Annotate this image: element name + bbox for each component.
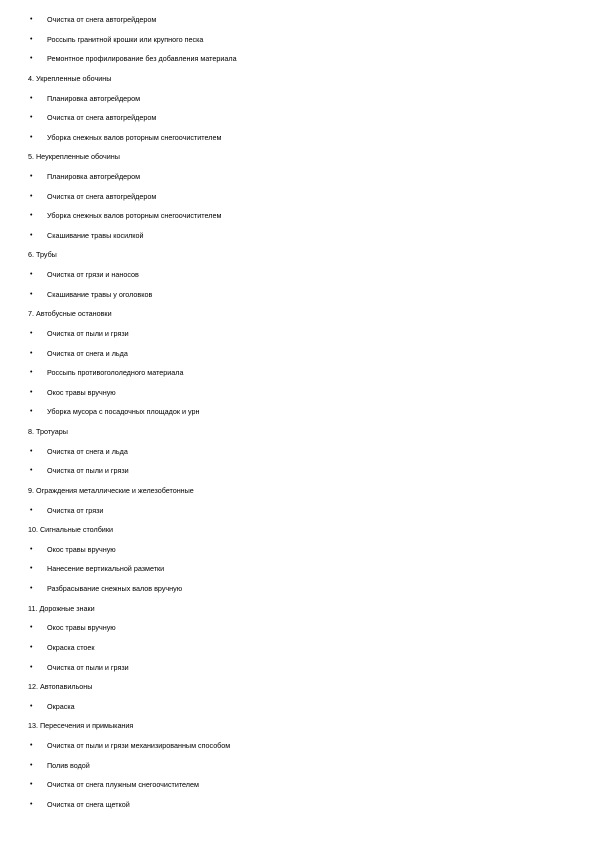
list-item-text: Очистка от снега щеткой: [47, 799, 130, 809]
bullet-icon: •: [30, 741, 33, 749]
bullet-icon: •: [30, 369, 33, 377]
bullet-icon: •: [30, 545, 33, 553]
list-item-text: Очистка от снега и льда: [47, 348, 128, 358]
bullet-icon: •: [30, 565, 33, 573]
list-item-text: Окраска: [47, 701, 75, 711]
bullet-icon: •: [30, 290, 33, 298]
list-item-text: Очистка от пыли и грязи: [47, 328, 129, 338]
bullet-icon: •: [30, 761, 33, 769]
bullet-icon: •: [30, 663, 33, 671]
bullet-icon: •: [30, 231, 33, 239]
bullet-icon: •: [30, 506, 33, 514]
bullet-icon: •: [30, 447, 33, 455]
bullet-icon: •: [30, 624, 33, 632]
bullet-icon: •: [30, 585, 33, 592]
list-item-text: Очистка от снега и льда: [47, 446, 128, 456]
list-item-text: Уборка мусора с посадочных площадок и урн: [47, 407, 200, 417]
bullet-icon: •: [30, 349, 33, 357]
section-heading: 9. Ограждения металлические и железобетонные: [28, 485, 194, 495]
bullet-icon: •: [30, 388, 33, 396]
list-item-text: Ремонтное профилирование без добавления материала: [47, 54, 237, 64]
section-heading: 13. Пересечения и примыкания: [28, 721, 134, 731]
list-item-text: Скашивание травы у оголовков: [47, 289, 153, 299]
list-item-text: Полив водой: [47, 760, 90, 770]
bullet-icon: •: [30, 94, 33, 102]
bullet-icon: •: [30, 16, 33, 23]
list-item-text: Окос травы вручную: [47, 387, 116, 397]
list-item-text: Очистка от пыли и грязи: [47, 466, 129, 476]
list-item-text: Уборка снежных валов роторным снегоочистителем: [47, 211, 222, 221]
section-heading: 6. Трубы: [28, 250, 57, 260]
bullet-icon: •: [30, 173, 33, 180]
bullet-icon: •: [30, 800, 33, 808]
list-item-text: Очистка от пыли и грязи: [47, 662, 129, 672]
bullet-icon: •: [30, 114, 33, 122]
bullet-icon: •: [30, 55, 33, 63]
bullet-icon: •: [30, 329, 33, 337]
list-item-text: Очистка от снега автогрейдером: [47, 15, 157, 24]
list-item-text: Окраска стоек: [47, 642, 95, 652]
section-heading: 11. Дорожные знаки: [28, 603, 95, 613]
list-item-text: Разбрасывание снежных валов вручную: [47, 584, 183, 593]
bullet-icon: •: [30, 133, 33, 141]
list-item-text: Очистка от грязи и наносов: [47, 270, 139, 280]
bullet-icon: •: [30, 702, 33, 710]
list-item-text: Очистка от снега автогрейдером: [47, 113, 157, 123]
bullet-icon: •: [30, 408, 33, 416]
list-item-text: Россыпь гранитной крошки или крупного песка: [47, 34, 204, 44]
section-heading: 12. Автопавильоны: [28, 682, 93, 692]
list-item-text: Окос травы вручную: [47, 544, 116, 554]
bullet-icon: •: [30, 781, 33, 789]
bullet-icon: •: [30, 35, 33, 43]
bullet-icon: •: [30, 467, 33, 475]
bullet-icon: •: [30, 643, 33, 651]
list-item-text: Очистка от грязи: [47, 505, 104, 515]
section-heading: 5. Неукрепленные обочины: [28, 152, 120, 162]
list-item-text: Очистка от снега автогрейдером: [47, 191, 157, 201]
bullet-icon: •: [30, 212, 33, 220]
section-heading: 7. Автобусные остановки: [28, 309, 112, 319]
list-item-text: Очистка от пыли и грязи механизированным способом: [47, 740, 231, 750]
list-item-text: Планировка автогрейдером: [47, 93, 141, 103]
section-heading: 10. Сигнальные столбики: [28, 525, 113, 535]
list-item-text: Россыпь противогололедного материала: [47, 368, 184, 378]
list-item-text: Уборка снежных валов роторным снегоочистителем: [47, 132, 222, 142]
list-item-text: Планировка автогрейдером: [47, 172, 141, 181]
section-heading: 4. Укрепленные обочины: [28, 73, 112, 83]
list-item-text: Нанесение вертикальной разметки: [47, 564, 165, 574]
list-item-text: Очистка от снега плужным снегоочистителем: [47, 780, 199, 790]
section-heading: 8. Тротуары: [28, 427, 68, 436]
bullet-icon: •: [30, 192, 33, 200]
list-item-text: Скашивание травы косилкой: [47, 230, 144, 240]
bullet-icon: •: [30, 271, 33, 279]
list-item-text: Окос травы вручную: [47, 623, 116, 633]
